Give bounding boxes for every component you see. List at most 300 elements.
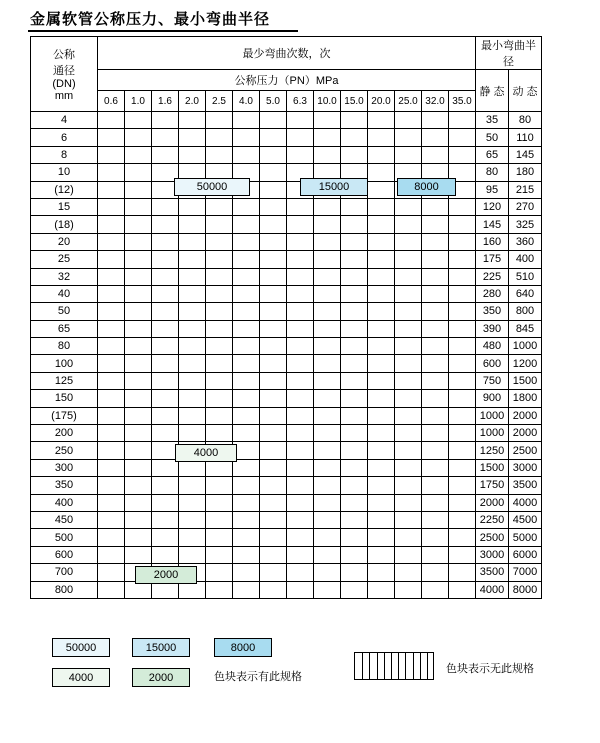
- table-row: [31, 129, 542, 146]
- radius-static-value: 280: [476, 285, 509, 302]
- spec-cell: [314, 494, 341, 511]
- spec-cell: [287, 268, 314, 285]
- spec-cell: [233, 129, 260, 146]
- spec-cell: [233, 581, 260, 598]
- radius-static-value: 1750: [476, 477, 509, 494]
- spec-cell: [422, 425, 449, 442]
- table-row: [31, 355, 542, 372]
- spec-cell: [179, 529, 206, 546]
- dn-value: 250: [31, 442, 98, 459]
- spec-cell: [125, 233, 152, 250]
- spec-cell: [395, 146, 422, 163]
- spec-cell: [314, 511, 341, 528]
- radius-static-value: 2000: [476, 494, 509, 511]
- spec-cell: [449, 477, 476, 494]
- spec-cell: [449, 268, 476, 285]
- spec-cell: [287, 425, 314, 442]
- radius-static-value: 50: [476, 129, 509, 146]
- pressure-header-12: 32.0: [422, 91, 449, 112]
- table-row: [31, 442, 542, 459]
- spec-cell: [179, 511, 206, 528]
- radius-dynamic-value: 3000: [509, 459, 542, 476]
- spec-cell: [206, 251, 233, 268]
- spec-cell: [449, 233, 476, 250]
- spec-cell: [314, 581, 341, 598]
- spec-cell: [260, 216, 287, 233]
- spec-cell: [449, 442, 476, 459]
- pressure-header-5: 4.0: [233, 91, 260, 112]
- spec-cell: [449, 390, 476, 407]
- radius-dynamic-value: 640: [509, 285, 542, 302]
- spec-cell: [314, 129, 341, 146]
- spec-cell: [314, 459, 341, 476]
- spec-cell: [179, 390, 206, 407]
- table-row: [31, 511, 542, 528]
- spec-cell: [125, 338, 152, 355]
- spec-cell: [260, 546, 287, 563]
- spec-cell: [260, 372, 287, 389]
- table-row: [31, 251, 542, 268]
- annotation-50000: 50000: [174, 178, 250, 196]
- dn-value: 600: [31, 546, 98, 563]
- spec-cell: [206, 494, 233, 511]
- radius-dynamic-value: 5000: [509, 529, 542, 546]
- radius-static-value: 600: [476, 355, 509, 372]
- spec-cell: [368, 251, 395, 268]
- spec-cell: [395, 477, 422, 494]
- spec-cell: [125, 129, 152, 146]
- spec-cell: [179, 198, 206, 215]
- dn-value: 700: [31, 564, 98, 581]
- spec-cell: [152, 407, 179, 424]
- spec-cell: [287, 129, 314, 146]
- spec-cell: [125, 459, 152, 476]
- spec-cell: [152, 285, 179, 302]
- legend-swatch-50000: 50000: [52, 638, 110, 657]
- spec-cell: [125, 477, 152, 494]
- spec-cell: [368, 529, 395, 546]
- spec-cell: [314, 425, 341, 442]
- spec-cell: [206, 320, 233, 337]
- spec-cell: [422, 355, 449, 372]
- spec-cell: [368, 564, 395, 581]
- dn-header-line4: mm: [54, 90, 74, 102]
- spec-cell: [98, 425, 125, 442]
- spec-cell: [341, 581, 368, 598]
- spec-cell: [422, 216, 449, 233]
- spec-cell: [368, 216, 395, 233]
- spec-cell: [152, 146, 179, 163]
- dn-value: 150: [31, 390, 98, 407]
- table-body: [31, 112, 542, 599]
- spec-cell: [341, 129, 368, 146]
- spec-cell: [368, 372, 395, 389]
- radius-static-value: 390: [476, 320, 509, 337]
- legend-swatch-4000: 4000: [52, 668, 110, 687]
- spec-cell: [314, 564, 341, 581]
- spec-cell: [368, 390, 395, 407]
- spec-cell: [395, 285, 422, 302]
- spec-cell: [422, 112, 449, 129]
- spec-cell: [152, 546, 179, 563]
- radius-static-value: 3500: [476, 564, 509, 581]
- radius-static-value: 1500: [476, 459, 509, 476]
- pressure-header-13: 35.0: [449, 91, 476, 112]
- spec-cell: [314, 268, 341, 285]
- spec-cell: [287, 216, 314, 233]
- spec-cell: [98, 338, 125, 355]
- spec-cell: [314, 529, 341, 546]
- spec-cell: [422, 146, 449, 163]
- spec-cell: [341, 407, 368, 424]
- spec-cell: [341, 303, 368, 320]
- header-row-2: [31, 70, 542, 91]
- spec-cell: [287, 581, 314, 598]
- spec-cell: [395, 564, 422, 581]
- spec-cell: [233, 372, 260, 389]
- annotation-2000: 2000: [135, 566, 197, 584]
- pressure-header-7: 6.3: [287, 91, 314, 112]
- pressure-header: 公称压力（PN）MPa: [98, 70, 476, 91]
- radius-static-value: 145: [476, 216, 509, 233]
- spec-cell: [152, 303, 179, 320]
- spec-cell: [125, 372, 152, 389]
- spec-cell: [314, 355, 341, 372]
- spec-cell: [449, 372, 476, 389]
- radius-static-value: 175: [476, 251, 509, 268]
- table-row: [31, 407, 542, 424]
- table-row: [31, 216, 542, 233]
- spec-cell: [368, 477, 395, 494]
- spec-cell: [260, 320, 287, 337]
- dn-value: 80: [31, 338, 98, 355]
- spec-cell: [233, 112, 260, 129]
- pressure-header-11: 25.0: [395, 91, 422, 112]
- spec-cell: [206, 390, 233, 407]
- dn-value: 400: [31, 494, 98, 511]
- spec-cell: [206, 355, 233, 372]
- spec-cell: [233, 233, 260, 250]
- pressure-header-1: 1.0: [125, 91, 152, 112]
- dn-value: 15: [31, 198, 98, 215]
- spec-cell: [233, 355, 260, 372]
- dn-value: (18): [31, 216, 98, 233]
- spec-cell: [449, 320, 476, 337]
- dn-value: (175): [31, 407, 98, 424]
- spec-cell: [314, 146, 341, 163]
- spec-cell: [341, 529, 368, 546]
- spec-cell: [98, 564, 125, 581]
- spec-cell: [368, 494, 395, 511]
- spec-cell: [179, 146, 206, 163]
- radius-dynamic-value: 800: [509, 303, 542, 320]
- dn-value: 25: [31, 251, 98, 268]
- spec-cell: [395, 320, 422, 337]
- spec-cell: [368, 320, 395, 337]
- spec-cell: [98, 355, 125, 372]
- spec-cell: [368, 164, 395, 181]
- dn-header-line2: 通径: [53, 65, 75, 77]
- spec-cell: [260, 442, 287, 459]
- spec-cell: [287, 146, 314, 163]
- dn-value: 65: [31, 320, 98, 337]
- spec-cell: [179, 355, 206, 372]
- spec-cell: [422, 338, 449, 355]
- pressure-header-4: 2.5: [206, 91, 233, 112]
- radius-static-value: 480: [476, 338, 509, 355]
- spec-cell: [449, 355, 476, 372]
- radius-dynamic-value: 4500: [509, 511, 542, 528]
- spec-cell: [233, 303, 260, 320]
- radius-dynamic-value: 270: [509, 198, 542, 215]
- spec-cell: [152, 511, 179, 528]
- table-row: [31, 390, 542, 407]
- spec-cell: [98, 459, 125, 476]
- pressure-header-10: 20.0: [368, 91, 395, 112]
- bends-header: 最少弯曲次数，次: [98, 37, 476, 70]
- spec-cell: [260, 198, 287, 215]
- spec-cell: [449, 494, 476, 511]
- table-row: [31, 564, 542, 581]
- spec-cell: [152, 494, 179, 511]
- radius-static-value: 2250: [476, 511, 509, 528]
- pressure-header-9: 15.0: [341, 91, 368, 112]
- spec-cell: [422, 529, 449, 546]
- spec-cell: [260, 268, 287, 285]
- spec-cell: [98, 529, 125, 546]
- spec-cell: [395, 251, 422, 268]
- spec-cell: [422, 477, 449, 494]
- spec-cell: [368, 181, 395, 198]
- spec-cell: [314, 407, 341, 424]
- radius-static-value: 1000: [476, 425, 509, 442]
- spec-cell: [233, 198, 260, 215]
- spec-cell: [287, 529, 314, 546]
- spec-cell: [422, 268, 449, 285]
- spec-cell: [449, 581, 476, 598]
- spec-cell: [125, 112, 152, 129]
- spec-cell: [341, 355, 368, 372]
- radius-dynamic-value: 1200: [509, 355, 542, 372]
- spec-cell: [98, 581, 125, 598]
- spec-cell: [125, 425, 152, 442]
- dn-value: 100: [31, 355, 98, 372]
- spec-cell: [395, 529, 422, 546]
- spec-cell: [449, 529, 476, 546]
- radius-dynamic-value: 325: [509, 216, 542, 233]
- spec-cell: [422, 581, 449, 598]
- spec-cell: [152, 112, 179, 129]
- spec-cell: [179, 303, 206, 320]
- spec-cell: [341, 320, 368, 337]
- spec-cell: [449, 146, 476, 163]
- spec-cell: [260, 459, 287, 476]
- radius-static-value: 120: [476, 198, 509, 215]
- spec-cell: [395, 442, 422, 459]
- spec-cell: [98, 390, 125, 407]
- spec-cell: [152, 251, 179, 268]
- spec-cell: [260, 529, 287, 546]
- radius-dynamic-value: 145: [509, 146, 542, 163]
- spec-cell: [98, 546, 125, 563]
- spec-cell: [260, 511, 287, 528]
- spec-cell: [287, 338, 314, 355]
- spec-cell: [260, 112, 287, 129]
- spec-cell: [395, 372, 422, 389]
- radius-static-value: 1250: [476, 442, 509, 459]
- spec-cell: [179, 251, 206, 268]
- spec-cell: [341, 146, 368, 163]
- spec-cell: [206, 233, 233, 250]
- radius-static-value: 80: [476, 164, 509, 181]
- spec-cell: [233, 494, 260, 511]
- spec-cell: [233, 529, 260, 546]
- spec-cell: [125, 251, 152, 268]
- spec-cell: [287, 355, 314, 372]
- spec-cell: [98, 198, 125, 215]
- spec-cell: [233, 407, 260, 424]
- spec-cell: [314, 303, 341, 320]
- spec-cell: [368, 268, 395, 285]
- dn-value: 350: [31, 477, 98, 494]
- annotation-15000: 15000: [300, 178, 368, 196]
- table-row: [31, 477, 542, 494]
- spec-cell: [98, 129, 125, 146]
- spec-cell: [314, 442, 341, 459]
- spec-cell: [125, 181, 152, 198]
- spec-cell: [125, 546, 152, 563]
- spec-cell: [287, 477, 314, 494]
- radius-dynamic-value: 8000: [509, 581, 542, 598]
- spec-cell: [287, 494, 314, 511]
- spec-cell: [206, 112, 233, 129]
- spec-cell: [449, 112, 476, 129]
- radius-static-value: 4000: [476, 581, 509, 598]
- spec-cell: [395, 216, 422, 233]
- spec-cell: [233, 511, 260, 528]
- header-row-1: [31, 37, 542, 70]
- spec-cell: [206, 372, 233, 389]
- radius-static-value: 225: [476, 268, 509, 285]
- spec-cell: [341, 112, 368, 129]
- spec-cell: [206, 546, 233, 563]
- spec-cell: [449, 303, 476, 320]
- spec-cell: [98, 442, 125, 459]
- spec-table-container: [30, 36, 542, 599]
- radius-static-value: 1000: [476, 407, 509, 424]
- spec-cell: [125, 268, 152, 285]
- spec-table: [30, 36, 542, 599]
- spec-cell: [341, 459, 368, 476]
- spec-cell: [287, 546, 314, 563]
- spec-cell: [98, 372, 125, 389]
- table-row: [31, 303, 542, 320]
- spec-cell: [260, 564, 287, 581]
- spec-cell: [98, 303, 125, 320]
- spec-cell: [449, 425, 476, 442]
- spec-cell: [260, 164, 287, 181]
- radius-static-value: 900: [476, 390, 509, 407]
- radius-dynamic-value: 215: [509, 181, 542, 198]
- spec-cell: [341, 390, 368, 407]
- spec-cell: [206, 511, 233, 528]
- spec-cell: [206, 581, 233, 598]
- spec-cell: [98, 146, 125, 163]
- spec-cell: [233, 477, 260, 494]
- radius-dynamic-value: 2500: [509, 442, 542, 459]
- spec-cell: [422, 546, 449, 563]
- spec-cell: [287, 390, 314, 407]
- dn-value: 6: [31, 129, 98, 146]
- spec-cell: [260, 233, 287, 250]
- spec-cell: [341, 268, 368, 285]
- table-row: [31, 268, 542, 285]
- legend-note-unavailable: 色块表示无此规格: [446, 663, 534, 675]
- spec-cell: [125, 442, 152, 459]
- spec-cell: [395, 494, 422, 511]
- spec-cell: [260, 425, 287, 442]
- spec-cell: [314, 216, 341, 233]
- spec-cell: [206, 407, 233, 424]
- spec-cell: [125, 303, 152, 320]
- spec-cell: [449, 459, 476, 476]
- radius-static-value: 35: [476, 112, 509, 129]
- spec-cell: [152, 425, 179, 442]
- spec-cell: [368, 425, 395, 442]
- spec-cell: [368, 546, 395, 563]
- spec-cell: [341, 477, 368, 494]
- spec-cell: [314, 338, 341, 355]
- spec-cell: [206, 129, 233, 146]
- spec-cell: [125, 285, 152, 302]
- spec-cell: [368, 285, 395, 302]
- dn-value: 40: [31, 285, 98, 302]
- table-header: [31, 37, 542, 112]
- spec-cell: [341, 251, 368, 268]
- dn-value: 200: [31, 425, 98, 442]
- spec-cell: [395, 581, 422, 598]
- spec-cell: [260, 146, 287, 163]
- spec-cell: [179, 494, 206, 511]
- legend-swatch-8000: 8000: [214, 638, 272, 657]
- spec-cell: [422, 407, 449, 424]
- spec-cell: [206, 268, 233, 285]
- spec-cell: [152, 355, 179, 372]
- spec-cell: [152, 529, 179, 546]
- spec-cell: [206, 338, 233, 355]
- spec-cell: [395, 233, 422, 250]
- spec-cell: [233, 425, 260, 442]
- dn-value: 800: [31, 581, 98, 598]
- dn-value: 500: [31, 529, 98, 546]
- radius-dynamic-header: 动 态: [509, 70, 542, 112]
- spec-cell: [260, 303, 287, 320]
- dn-value: 4: [31, 112, 98, 129]
- spec-cell: [341, 372, 368, 389]
- spec-cell: [98, 285, 125, 302]
- spec-cell: [341, 216, 368, 233]
- spec-cell: [287, 198, 314, 215]
- spec-cell: [341, 494, 368, 511]
- spec-cell: [260, 285, 287, 302]
- spec-cell: [179, 372, 206, 389]
- radius-static-value: 160: [476, 233, 509, 250]
- spec-cell: [395, 355, 422, 372]
- spec-cell: [287, 112, 314, 129]
- spec-cell: [260, 390, 287, 407]
- dn-value: 32: [31, 268, 98, 285]
- radius-dynamic-value: 6000: [509, 546, 542, 563]
